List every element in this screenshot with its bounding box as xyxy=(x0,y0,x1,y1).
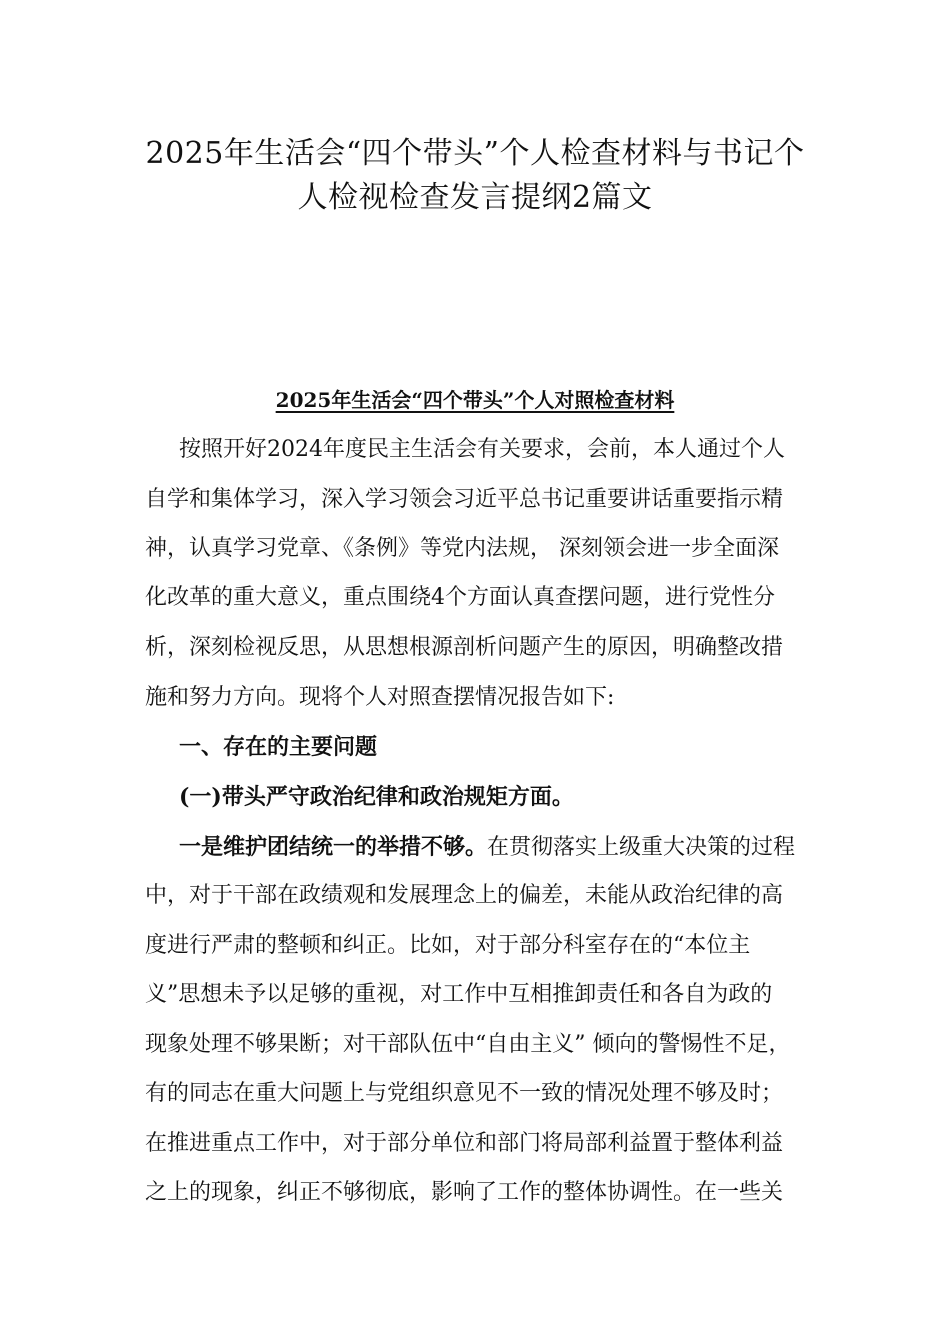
intro-line-6: 施和努力方向。现将个人对照查摆情况报告如下: xyxy=(145,685,615,710)
intro-line-1: 按照开好2024年度民主生活会有关要求，会前，本人通过个人 xyxy=(179,437,785,462)
point-1-line-6: 有的同志在重大问题上与党组织意见不一致的情况处理不够及时； xyxy=(145,1081,784,1106)
intro-line-2: 自学和集体学习，深入学习领会习近平总书记重要讲话重要指示精 xyxy=(145,487,784,512)
point-1-line-3: 度进行严肃的整顿和纠正。比如，对于部分科室存在的“本位主 xyxy=(145,933,751,958)
point-1-lead: 一是维护团结统一的举措不够。 xyxy=(179,834,488,860)
point-1-line-2: 中，对于干部在政绩观和发展理念上的偏差，未能从政治纪律的高 xyxy=(145,883,784,908)
heading-main-problems: 一、存在的主要问题 xyxy=(179,734,378,760)
document-title-line-2: 人检视检查发言提纲2篇文 xyxy=(297,180,653,215)
point-1-line-4: 义”思想未予以足够的重视，对工作中互相推卸责任和各自为政的 xyxy=(145,982,773,1007)
point-1-line-5: 现象处理不够果断；对干部队伍中“自由主义” 倾向的警惕性不足， xyxy=(145,1032,791,1057)
point-1-line-8: 之上的现象，纠正不够彻底，影响了工作的整体协调性。在一些关 xyxy=(145,1180,784,1205)
intro-line-5: 析，深刻检视反思，从思想根源剖析问题产生的原因，明确整改措 xyxy=(145,635,784,660)
section-title: 2025年生活会“四个带头”个人对照检查材料 xyxy=(275,388,675,412)
document-title-line-1: 2025年生活会“四个带头”个人检查材料与书记个 xyxy=(145,136,805,171)
intro-line-4: 化改革的重大意义，重点围绕4个方面认真查摆问题，进行党性分 xyxy=(145,585,775,610)
point-1-first-rest: 在贯彻落实上级重大决策的过程 xyxy=(487,835,796,860)
point-1-first-line xyxy=(179,831,795,864)
heading-political-discipline: (一)带头严守政治纪律和政治规矩方面。 xyxy=(179,784,574,810)
document-title xyxy=(100,132,850,220)
point-1-line-7: 在推进重点工作中，对于部分单位和部门将局部利益置于整体利益 xyxy=(145,1131,784,1156)
intro-line-3: 神，认真学习党章、《条例》等党内法规， 深刻领会进一步全面深 xyxy=(145,536,779,561)
